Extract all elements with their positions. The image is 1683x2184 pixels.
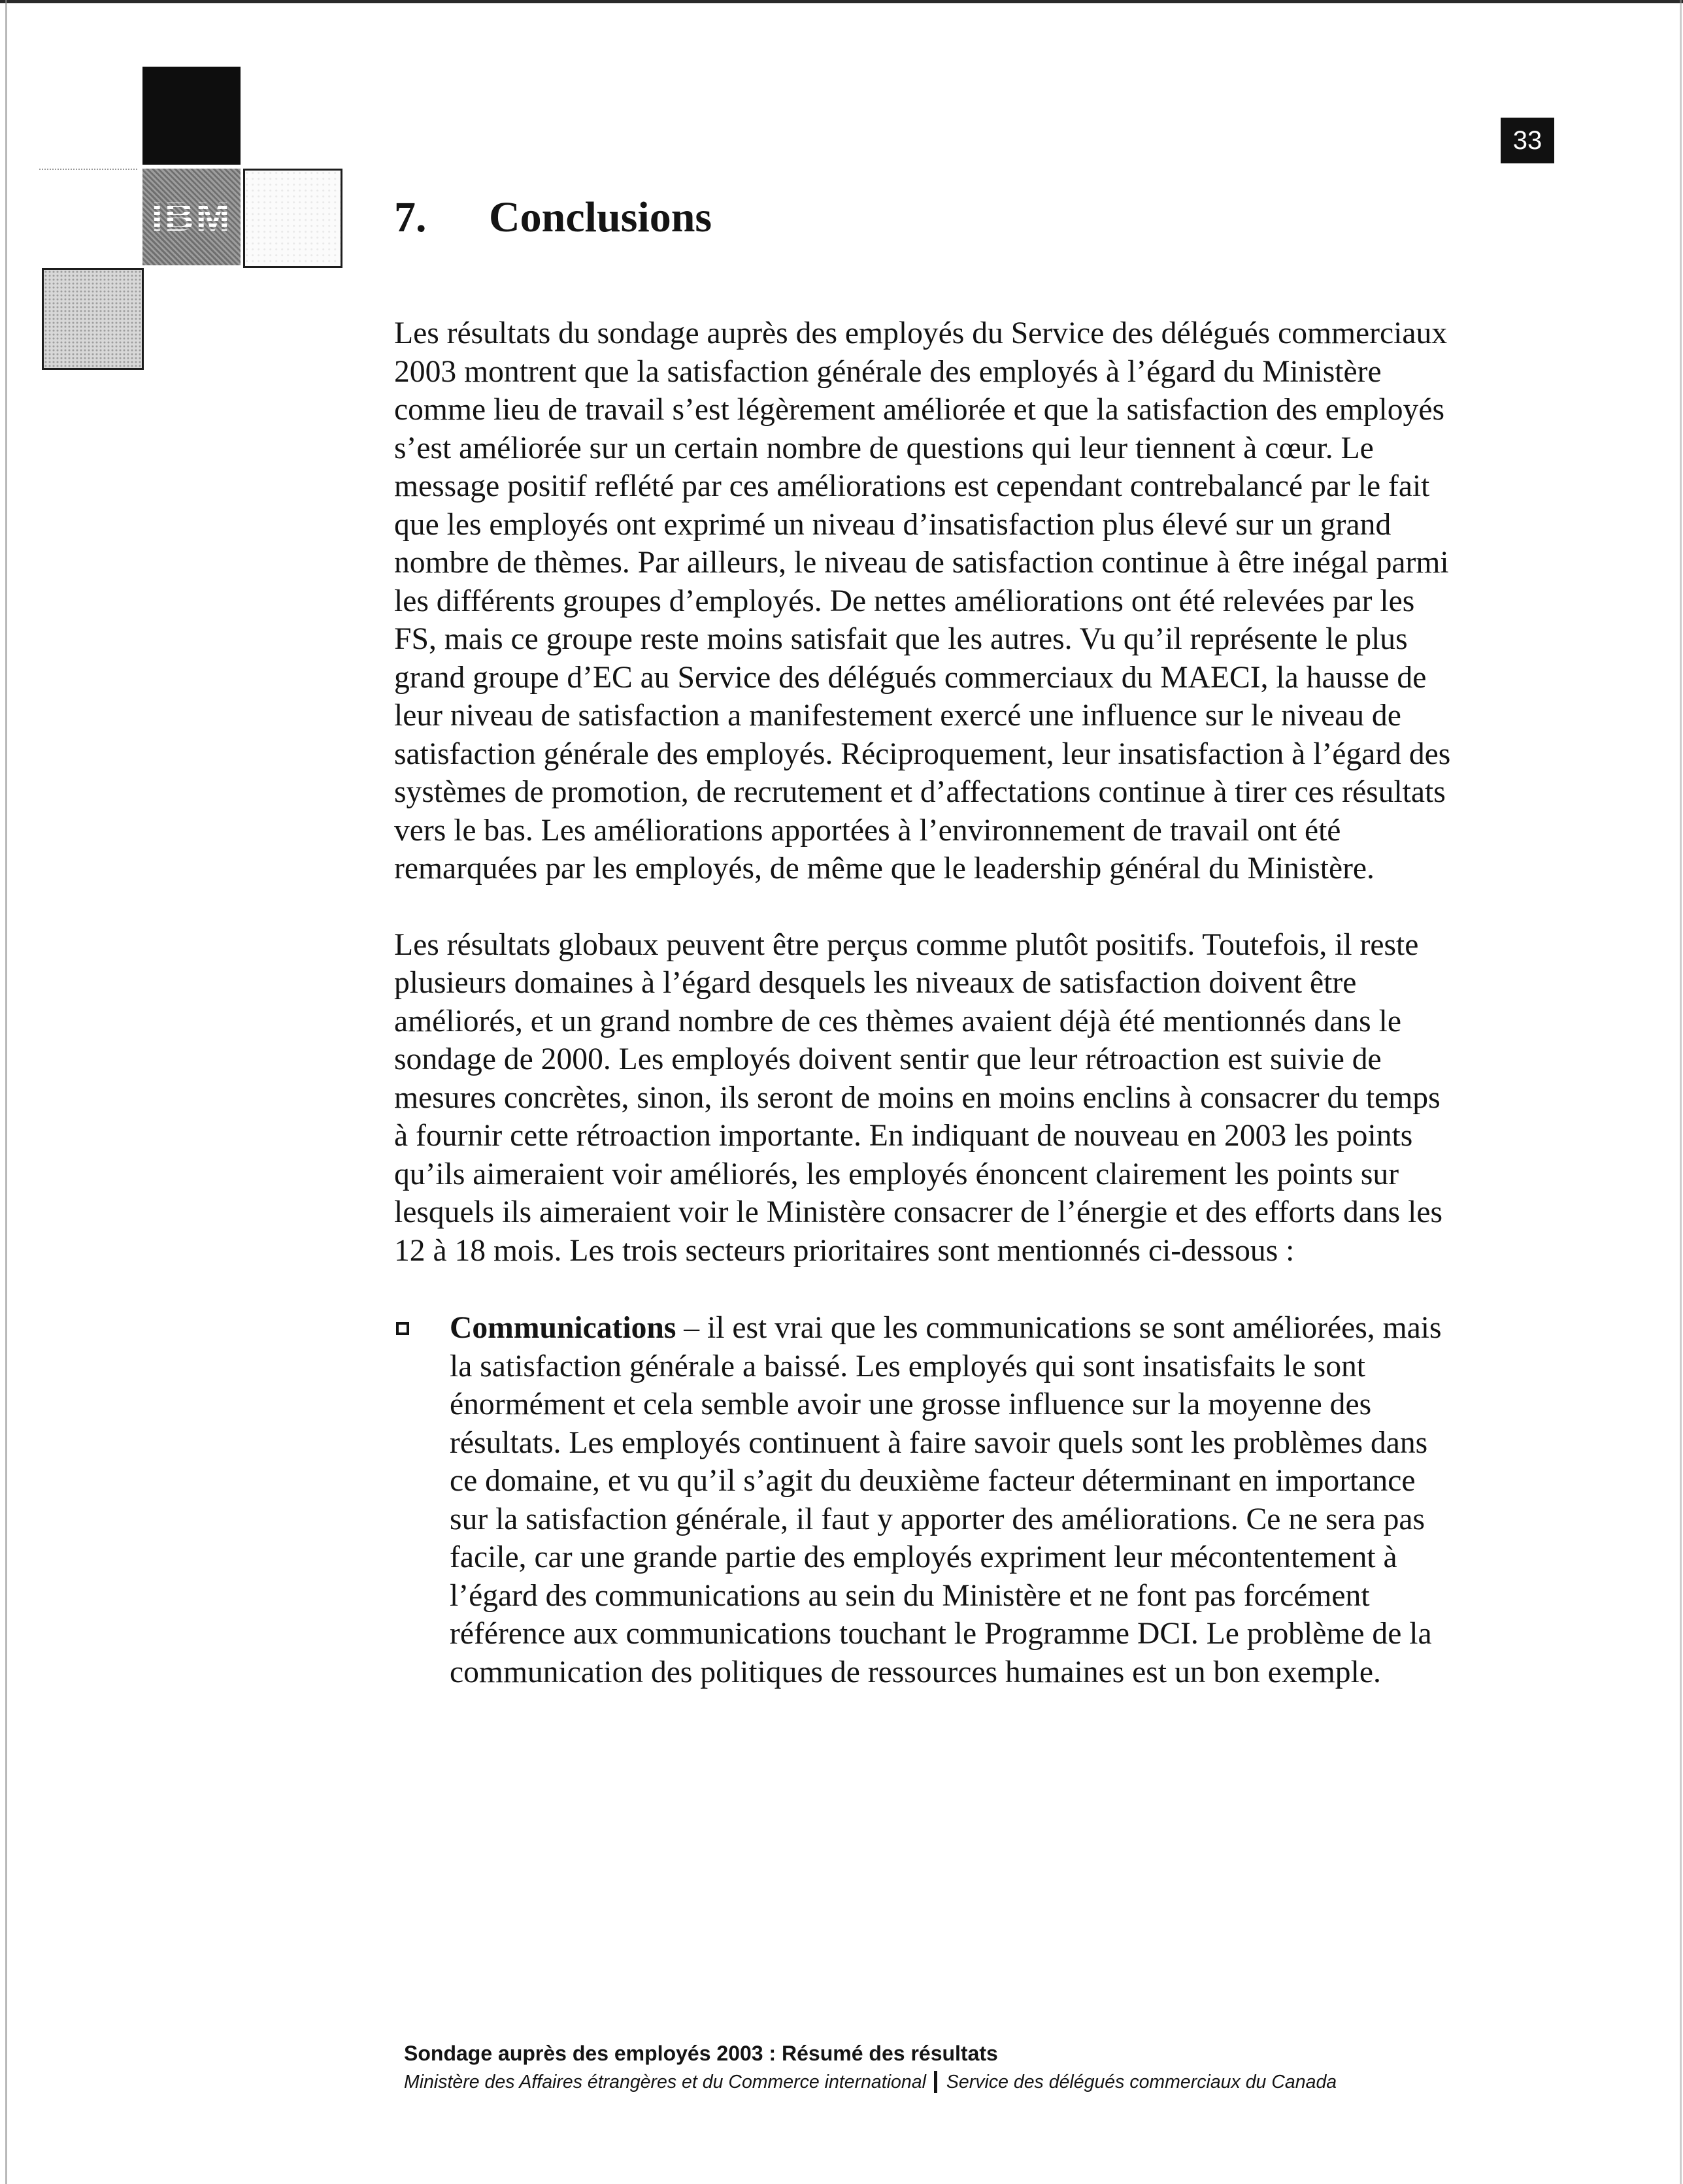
page-number-badge: 33 bbox=[1501, 118, 1554, 163]
logo-dotted-guide bbox=[39, 169, 137, 267]
logo-grey-square bbox=[42, 268, 144, 370]
ibm-logo-square bbox=[142, 169, 241, 265]
paragraph-overall-results: Les résultats globaux peuvent être perçus comme plutôt positifs. Toutefois, il reste plusieurs domaines à l’égard desquels les niveaux de satisfaction doivent être améliorés, et un grand nombre de ces thèmes avaient déjà été mentionnés dans le sondage de 2000. Les employés doivent sentir que leur rétroaction est suivie de mesures concrètes, sinon, ils seront de moins en moins enclins à consacrer du temps à fournir cette rétroaction importante. En indiquant de nouveau en 2003 les points qu’ils aimeraient voir améliorés, les employés énoncent clairement les points sur lesquels ils aimeraient voir le Ministère consacrer de l’énergie et des efforts dans les 12 à 18 mois. Les trois secteurs prioritaires sont mentionnés ci-dessous : bbox=[394, 927, 1442, 1268]
page-content bbox=[394, 193, 1453, 1691]
ibm-logo-icon: IBM bbox=[151, 194, 232, 240]
bullet-term: Communications bbox=[450, 1311, 676, 1345]
right-scan-edge bbox=[1680, 0, 1682, 2184]
section-heading bbox=[394, 193, 1453, 241]
ibm-logo-block bbox=[0, 0, 353, 379]
footer-service: Service des délégués commerciaux du Canada bbox=[946, 2072, 1337, 2093]
footer-separator bbox=[934, 2071, 937, 2093]
list-item bbox=[394, 1309, 1453, 1691]
bullet-marker bbox=[394, 1309, 450, 1335]
logo-outline-square bbox=[243, 169, 342, 268]
footer-subtitle bbox=[404, 2070, 1515, 2094]
footer-title: Sondage auprès des employés 2003 : Résumé des résultats bbox=[404, 2042, 998, 2065]
section-title: Conclusions bbox=[489, 193, 712, 241]
page-footer bbox=[404, 2040, 1515, 2094]
bullet-body: – il est vrai que les communications se sont améliorées, mais la satisfaction générale a baissé. Les employés qui sont insatisfaits le sont énormément et cela semble avoir une grosse influence sur la moyenne des résultats. Les employés continuent à faire savoir quels sont les problèmes dans ce domaine, et vu qu’il s’agit du deuxième facteur déterminant en importance sur la satisfaction générale, il faut y apporter des améliorations. Ce ne sera pas facile, car une grande partie des employés expriment leur mécontentement à l’égard des communications au sein du Ministère et ne font pas forcément référence aux communications touchant le Programme DCI. Le problème de la communication des politiques de ressources humaines est un bon exemple. bbox=[450, 1311, 1442, 1689]
section-number: 7. bbox=[394, 193, 427, 241]
footer-ministry: Ministère des Affaires étrangères et du Commerce international bbox=[404, 2072, 926, 2093]
bullet-text bbox=[450, 1309, 1453, 1691]
square-bullet-icon bbox=[396, 1322, 409, 1335]
logo-black-square bbox=[142, 67, 241, 165]
paragraph-summary: Les résultats du sondage auprès des employés du Service des délégués commerciaux 2003 montrent que la satisfaction générale des employés à l’égard du Ministère comme lieu de travail s’est légèrement améliorée et que la satisfaction des employés s’est améliorée sur un certain nombre de questions qui leur tiennent à cœur. Le message positif reflété par ces améliorations est cependant contrebalancé par le fait que les employés ont exprimé un niveau d’insatisfaction plus élevé sur un grand nombre de thèmes. Par ailleurs, le niveau de satisfaction continue à être inégal parmi les différents groupes d’employés. De nettes améliorations ont été relevées par les FS, mais ce groupe reste moins satisfait que les autres. Vu qu’il représente le plus grand groupe d’EC au Service des délégués commerciaux du MAECI, la hausse de leur niveau de satisfaction a manifestement exercé une influence sur le niveau de satisfaction générale des employés. Réciproquement, leur insatisfaction à l’égard des systèmes de promotion, de recrutement et d’affectations continue à tirer ces résultats vers le bas. Les améliorations apportées à l’environnement de travail ont été remarquées par les employés, de même que le leadership général du Ministère. bbox=[394, 316, 1451, 885]
